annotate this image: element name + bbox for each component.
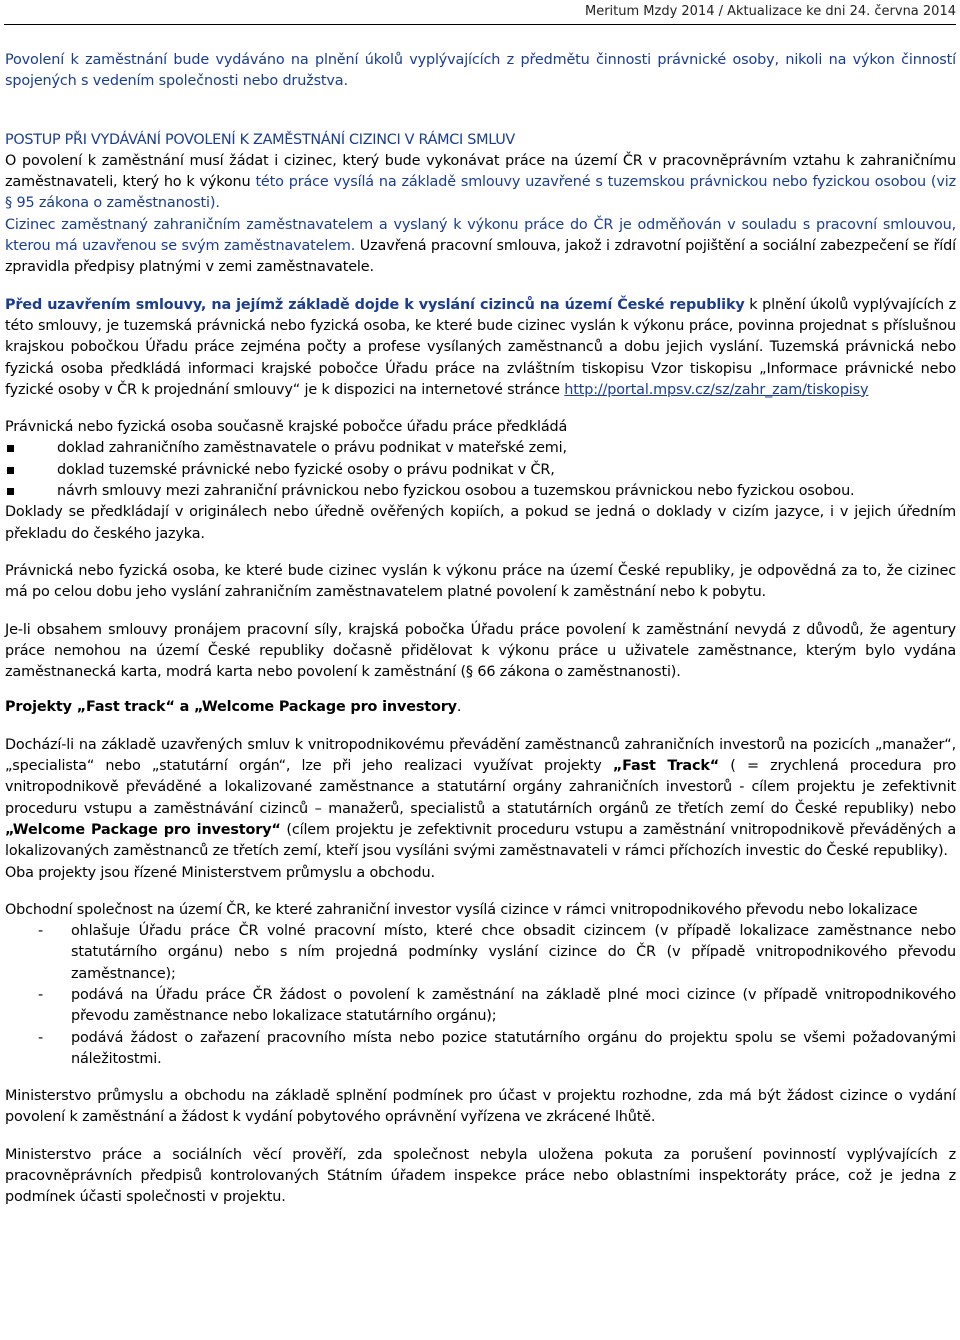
list-item: doklad zahraničního zaměstnavatele o právu podnikat v mateřské zemi,: [5, 438, 956, 459]
square-bullet-icon: [7, 467, 14, 474]
dash-bullet: -: [38, 1029, 44, 1046]
paragraph-documents-outro: Doklady se předkládají v originálech nebo úředně ověřených kopiích, a pokud se jedná o doklady v cizím jazyce, i v jejich úředním překladu do českého jazyka.: [5, 504, 956, 542]
intro-paragraph: Povolení k zaměstnání bude vydáváno na plnění úkolů vyplývajících z předmětu činnosti právnické osoby, nikoli na výkon činností spojených s vedením společnosti nebo družstva.: [5, 52, 956, 90]
square-bullet-icon: [7, 488, 14, 495]
list-item: - podává žádost o zařazení pracovního místa nebo pozice statutárního orgánu do projektu spolu se všemi požadovanými náležitostmi.: [38, 1029, 956, 1067]
paragraph-labour-hire: Je-li obsahem smlouvy pronájem pracovní síly, krajská pobočka Úřadu práce povolení k zaměstnání nevydá z důvodů, že agentury práce nemohou na území České republiky dočasně přidělovat k výkonu práce u uživatele zaměstnance, kterým bylo vydána zaměstnanecká karta, modrá karta nebo povolení k zaměstnání (§ 66 zákona o zaměstnanosti).: [5, 621, 956, 681]
paragraph-remuneration: Cizinec zaměstnaný zahraničním zaměstnavatelem a vyslaný k výkonu práce do ČR je odměňován v souladu s pracovní smlouvou, kterou má uzavřenou se svým zaměstnavatelem. Uzavřená pracovní smlouva, jakož i zdravotní pojištění a sociální zabezpečení se řídí zpravidla předpisy platnými v zemi zaměstnavatele.: [5, 216, 956, 276]
paragraph-projects: Dochází-li na základě uzavřených smluv k vnitropodnikovému převádění zaměstnanců zahraničních investorů na pozicích „manažer“, „specialista“ nebo „statutární orgán“, lze při jeho realizaci využívat projekty „Fast Track“ ( = zrychlená procedura pro vnitropodnikově převáděné a lokalizované zaměstnance a statutární orgány zahraničních investorů - cílem projektu je zefektivnit proceduru vstupu a zaměstnávání cizinců – manažerů, specialistů a statutárních orgánů ze třetích zemí do České republiky) nebo „Welcome Package pro investory“ (cílem projektu je zefektivnit proceduru vstupu a zaměstnání vnitropodnikově převáděných a lokalizovaných zaměstnanců ze třetích zemí, kteří jsou vysíláni svými zaměstnavateli v rámci příchozích investic do České republiky).: [5, 736, 957, 860]
paragraph-ministry-decision: Ministerstvo průmyslu a obchodu na základě splnění podmínek pro účast v projektu rozhodne, zda má být žádost cizince o vydání povolení k zaměstnání a žádost k vydání pobytového oprávnění vyřízena ve zkrácené lhůtě.: [5, 1088, 956, 1126]
dash-bullet: -: [38, 986, 44, 1003]
list-item: - podává na Úřadu práce ČR žádost o povolení k zaměstnání na základě plné moci cizince (v případě vnitropodnikového převodu zaměstnance nebo lokalizace statutárního orgánu);: [38, 986, 956, 1025]
paragraph-documents-intro: Právnická nebo fyzická osoba současně krajské pobočce úřadu práce předkládá: [5, 419, 568, 436]
paragraph-ministry-check: Ministerstvo práce a sociálních věcí prověří, zda společnost nebyla uložena pokuta za porušení povinností vyplývajících z pracovněprávních předpisů kontrolovaných Státním úřadem inspekce práce nebo oblastními inspektoráty práce, což je jedna z podmínek účasti společnosti v projektu.: [5, 1146, 956, 1206]
paragraph-ministry: Oba projekty jsou řízené Ministerstvem průmyslu a obchodu.: [5, 864, 435, 881]
list-item: doklad tuzemské právnické nebo fyzické osoby o právu podnikat v ČR,: [5, 460, 956, 481]
paragraph-posting-permit: O povolení k zaměstnání musí žádat i cizinec, který bude vykonávat práce na území ČR v pracovněprávním vztahu k zahraničnímu zaměstnavateli, který ho k výkonu této práce vysílá na základě smlouvy uzavřené s tuzemskou právnickou nebo fyzickou osobou (viz § 95 zákona o zaměstnanosti).: [5, 152, 957, 212]
list-item: - ohlašuje Úřadu práce ČR volné pracovní místo, které chce obsadit cizincem (v případě lokalizace zaměstnance nebo statutárního orgánu) nebo s ním projedná podmínky vyslání cizince do ČR (v případě vnitropodnikového převodu zaměstnance);: [38, 923, 956, 982]
documents-list: [5, 438, 956, 502]
document-body: [5, 50, 956, 1209]
company-duties-list: [5, 921, 956, 1070]
tiskopisy-link[interactable]: http://portal.mpsv.cz/sz/zahr_zam/tiskopisy: [564, 381, 869, 398]
square-bullet-icon: [7, 445, 14, 452]
running-header: Meritum Mzdy 2014 / Aktualizace ke dni 24. června 2014: [584, 4, 956, 19]
projects-heading: Projekty „Fast track“ a „Welcome Package pro investory.: [5, 699, 462, 716]
paragraph-responsibility: Právnická nebo fyzická osoba, ke které bude cizinec vyslán k výkonu práce na území České republiky, je odpovědná za to, že cizinec má po celou dobu jeho vyslání zahraničním zaměstnavatelem platné povolení k zaměstnání nebo k pobytu.: [5, 562, 956, 601]
header-rule: [4, 24, 956, 25]
section-heading: POSTUP PŘI VYDÁVÁNÍ POVOLENÍ K ZAMĚSTNÁNÍ CIZINCI V RÁMCI SMLUV: [5, 131, 515, 148]
paragraph-company-intro: Obchodní společnost na území ČR, ke které zahraniční investor vysílá cizince v rámci vnitropodnikového převodu nebo lokalizace: [5, 901, 918, 918]
list-item: návrh smlouvy mezi zahraniční právnickou nebo fyzickou osobou a tuzemskou právnickou nebo fyzickou osobou.: [5, 481, 956, 502]
paragraph-before-contract: Před uzavřením smlouvy, na jejímž základě dojde k vyslání cizinců na území České republiky k plnění úkolů vyplývajících z této smlouvy, je tuzemská právnická nebo fyzická osoba, ke které bude cizinec vyslán k výkonu práce, povinna projednat s příslušnou krajskou pobočkou Úřadu práce zejména počty a profese vysílaných zaměstnanců a dobu jejich vyslání. Tuzemská právnická nebo fyzická osoba předkládá informaci krajské pobočce Úřadu práce na zvláštním tiskopisu Vzor tiskopisu „Informace právnické nebo fyzické osoby v ČR k projednání smlouvy“ je k dispozici na internetové stránce http://portal.mpsv.cz/sz/zahr_zam/tiskopisy: [5, 296, 956, 398]
dash-bullet: -: [38, 923, 44, 940]
